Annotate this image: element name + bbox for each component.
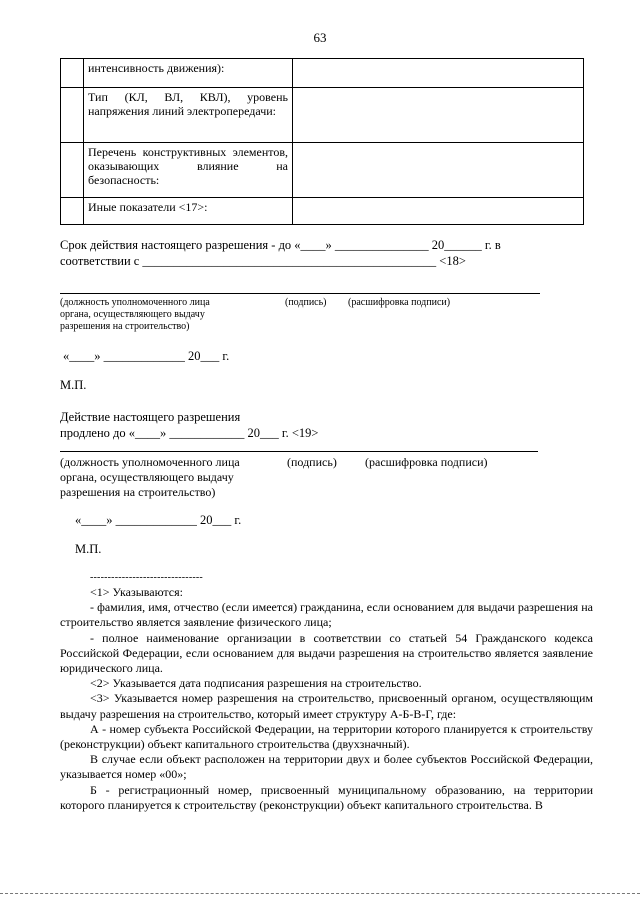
signature2-position-label-1: (должность уполномоченного лица — [60, 455, 240, 469]
footnote-paragraph: <2> Указывается дата подписания разрешения на строительство. — [90, 676, 422, 691]
table-stub-cell — [61, 143, 84, 198]
signature1-position-label-3: разрешения на строительство) — [60, 321, 190, 332]
signature1-signature-label: (подпись) — [285, 297, 327, 308]
table-label-cell: Перечень конструктивных элементов, оказывающих влияние на безопасность: — [84, 143, 293, 198]
page-number: 63 — [313, 30, 327, 45]
footnote-separator: -------------------------------- — [90, 572, 203, 583]
signature1-date: «____» _____________ 20___ г. — [63, 349, 230, 363]
table-value-cell — [293, 198, 584, 225]
extension-line-1: Действие настоящего разрешения — [60, 410, 241, 424]
table-row — [61, 88, 584, 143]
table-row — [61, 198, 584, 225]
parameters-table — [60, 58, 584, 225]
table-label-cell: интенсивность движения): — [84, 59, 293, 88]
table-label-cell: Тип (КЛ, ВЛ, КВЛ), уровень напряжения линий электропередачи: — [84, 88, 293, 143]
table-row — [61, 59, 584, 88]
signature1-position-label-2: органа, осуществляющего выдачу — [60, 309, 205, 320]
validity-line-1: Срок действия настоящего разрешения - до «____» _______________ 20______ г. в — [60, 238, 501, 252]
signature2-date: «____» _____________ 20___ г. — [75, 513, 242, 527]
footnote-paragraph: - фамилия, имя, отчество (если имеется) гражданина, если основанием для выдачи разрешения на строительство является заявление физического лица; — [60, 600, 593, 630]
footnote-paragraph: Б - регистрационный номер, присвоенный муниципальному образованию, на территории которого планируется к строительству (реконструкции) объект капитального строительства. В — [60, 782, 593, 812]
footnote-paragraph: <3> Указывается номер разрешения на строительство, присвоенный органом, осуществляющим выдачу разрешения на строительство, который имеет структуру А-Б-В-Г, где: — [60, 691, 593, 721]
footnote-paragraph: В случае если объект расположен на территории двух и более субъектов Российской Федерации, указывается номер «00»; — [60, 752, 593, 782]
signature2-position-label-3: разрешения на строительство) — [60, 485, 216, 499]
signature-line — [60, 293, 540, 294]
footnote-paragraph: - полное наименование организации в соответствии со статьей 54 Гражданского кодекса Российской Федерации, если основанием для выдачи разрешения на строительство является заявление юридического лица. — [60, 630, 593, 676]
table-value-cell — [293, 143, 584, 198]
table-value-cell — [293, 59, 584, 88]
footnote-paragraph: А - номер субъекта Российской Федерации, на территории которого планируется к строительству (реконструкции) объект капитального строительства (двухзначный). — [60, 721, 593, 752]
signature2-decoding-label: (расшифровка подписи) — [365, 455, 488, 469]
footnotes — [60, 585, 593, 813]
signature2-signature-label: (подпись) — [287, 455, 337, 469]
page-edge-line — [0, 893, 640, 894]
table-label-cell: Иные показатели <17>: — [84, 198, 293, 225]
table-stub-cell — [61, 198, 84, 225]
signature2-position-label-2: органа, осуществляющего выдачу — [60, 470, 234, 484]
table-row — [61, 143, 584, 198]
extension-line-2: продлено до «____» ____________ 20___ г. <19> — [60, 426, 319, 440]
table-stub-cell — [61, 59, 84, 88]
footnote-paragraph: <1> Указываются: — [90, 585, 183, 599]
signature1-position-label-1: (должность уполномоченного лица — [60, 297, 210, 308]
signature1-stamp: М.П. — [60, 378, 87, 392]
signature2-stamp: М.П. — [75, 542, 102, 556]
signature1-decoding-label: (расшифровка подписи) — [348, 297, 451, 308]
signature-line — [60, 451, 538, 452]
table-stub-cell — [61, 88, 84, 143]
validity-line-2: соответствии с _______________________________________________ <18> — [60, 254, 466, 268]
table-value-cell — [293, 88, 584, 143]
